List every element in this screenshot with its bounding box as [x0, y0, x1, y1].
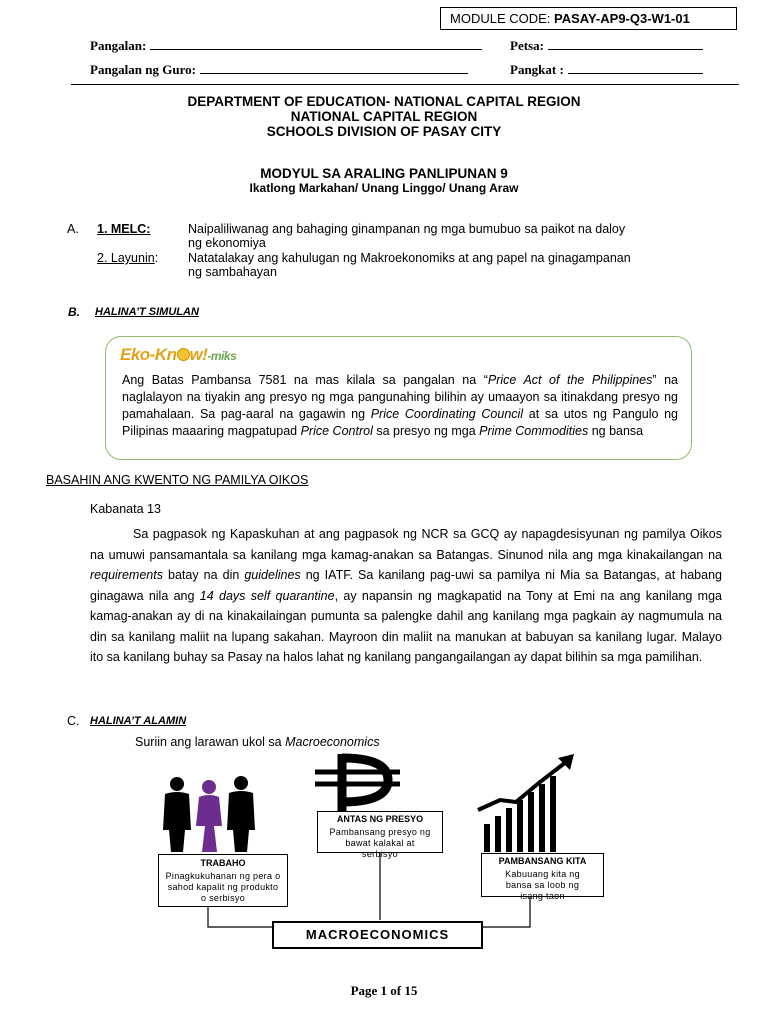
pambansang-kita-title: PAMBANSANG KITA [498, 856, 587, 866]
layunin-text-2: ng sambahayan [188, 265, 277, 279]
header-line-1: DEPARTMENT OF EDUCATION- NATIONAL CAPITAL REGION [187, 94, 581, 109]
story-s3: ng IATF. Sa kanilang pag-uwi sa pamilya ni Mia sa Batangas, at habang ginagawa nila ang [90, 568, 722, 603]
teacher-line[interactable] [200, 63, 468, 74]
business-people-icon [163, 776, 255, 852]
section-b-letter: B. [68, 305, 80, 319]
date-line[interactable] [548, 39, 703, 50]
teacher-label: Pangalan ng Guro: [90, 62, 196, 77]
date-label: Petsa: [510, 38, 544, 53]
callout-text [122, 372, 678, 440]
growth-chart-icon [478, 754, 574, 852]
callout-p5: ng bansa [588, 424, 644, 438]
trabaho-title: TRABAHO [200, 858, 246, 868]
story-chapter: Kabanata 13 [90, 502, 161, 516]
section-label: Pangkat : [510, 62, 564, 77]
logo-part-2: Kn [154, 345, 177, 364]
date-field[interactable] [510, 38, 703, 54]
callout-p2: ” na naglalayon na tiyakin ang presyo ng mga pangunahing bilihin ay umaayon sa itinakdang presyo ng pamahalaan. Sa pag-aaral na gagawin ng [122, 373, 678, 421]
section-b-title: HALINA’T SIMULAN [95, 306, 199, 318]
section-c-letter: C. [67, 714, 80, 728]
antas-presyo-title: ANTAS NG PRESYO [336, 814, 424, 824]
section-c-instruction [135, 735, 380, 750]
name-label: Pangalan: [90, 38, 147, 53]
section-a-letter: A. [67, 222, 79, 236]
section-c-title: HALINA’T ALAMIN [90, 715, 187, 727]
module-code-box [440, 7, 737, 30]
callout-p4-italic: Prime Commodities [479, 424, 589, 438]
callout-p1-italic: Price Act of the Philippines [487, 373, 653, 387]
logo-part-1: Eko- [120, 345, 155, 364]
section-c-instr-italic: Macroeconomics [285, 735, 380, 749]
teacher-field[interactable] [90, 62, 468, 78]
section-c-instr-text: Suriin ang larawan ukol sa [135, 735, 286, 749]
layunin-label-wrap [97, 251, 158, 266]
name-field[interactable] [90, 38, 482, 54]
story-s3-italic: 14 days self quarantine [199, 588, 335, 603]
logo-part-4: -miks [207, 349, 237, 363]
melc-text-2: ng ekonomiya [188, 236, 266, 250]
pambansang-kita-text: Kabuuang kita ng bansa sa loob ng isang taon [505, 869, 580, 901]
callout-p3-italic: Price Control [300, 424, 373, 438]
eko-knowmiks-logo [120, 345, 236, 365]
module-code-label: MODULE CODE: [450, 11, 555, 26]
header-rule [71, 84, 739, 85]
name-line[interactable] [150, 39, 482, 50]
module-subtitle: Ikatlong Markahan/ Unang Linggo/ Unang Araw [249, 181, 519, 195]
layunin-colon: : [154, 251, 159, 265]
story-s4: , ay napansin ng magkapatid na Tony at Emi na ang kanilang mga kamag-anakan ay di na kinakailaingan pumunta sa palengke dahil ang kanilang mga pagkain ay nagmumula na din sa kanilang maliit na lupang sakahan. Mayroon din maliit na manukan at babuyan sa kanilang lugar. Malayo ito sa kanilang buhay sa Pasay na halos lahat ng kanilang pangangailangan ay dapat bilihin sa mga pamilihan. [90, 588, 722, 664]
macroeconomics-box [272, 921, 483, 949]
layunin-label: 2. Layunin [97, 251, 155, 265]
antas-presyo-box [317, 811, 443, 859]
lightbulb-icon [177, 348, 190, 361]
callout-p2-italic: Price Coordinating Council [370, 407, 524, 421]
trabaho-box [158, 854, 288, 907]
peso-sign-icon [315, 754, 400, 816]
antas-presyo-text: Pambansang presyo ng bawat kalakal at serbisyo [329, 827, 431, 859]
header-line-3: SCHOOLS DIVISION OF PASAY CITY [266, 124, 502, 139]
layunin-text-1: Natatalakay ang kahulugan ng Makroekonomiks at ang papel na ginagampanan [188, 251, 631, 265]
section-line[interactable] [568, 63, 703, 74]
story-paragraph [90, 524, 722, 668]
story-s1-italic: requirements [90, 568, 163, 582]
melc-label: 1. MELC: [97, 222, 151, 236]
pambansang-kita-box [481, 853, 604, 901]
melc-text-1: Naipaliliwanag ang bahaging ginampanan ng mga bumubuo sa paikot na daloy [188, 222, 626, 236]
trabaho-text: Pinagkukuhanan ng pera o sahod kapalit ng produkto o serbisyo [165, 871, 281, 903]
logo-part-3: w! [189, 345, 208, 364]
callout-p4: sa presyo ng mga [372, 424, 480, 438]
callout-p3: at sa utos ng Pangulo ng Pilipinas maaaring magpatupad [122, 407, 678, 438]
module-title: MODYUL SA ARALING PANLIPUNAN 9 [260, 166, 508, 181]
callout-p1: Ang Batas Pambansa 7581 na mas kilala sa pangalan na “ [122, 373, 488, 387]
header-line-2: NATIONAL CAPITAL REGION [290, 109, 478, 124]
page-number: Page 1 of 15 [350, 983, 418, 998]
macroeconomics-label: MACROECONOMICS [305, 927, 450, 942]
story-s1: Sa pagpasok ng Kapaskuhan at ang pagpasok ng NCR sa GCQ ay napagdesisyunan ng pamilya Oikos na umuwi pansamantala sa kanilang mga kamag-anakan sa Batangas. Sinunod nila ang mga kinakailangan na [90, 527, 722, 562]
story-heading: BASAHIN ANG KWENTO NG PAMILYA OIKOS [46, 473, 309, 487]
story-s2-italic: guidelines [244, 568, 301, 582]
story-s2: batay na din [162, 568, 245, 582]
section-field[interactable] [510, 62, 703, 78]
module-code-value: PASAY-AP9-Q3-W1-01 [554, 11, 690, 26]
